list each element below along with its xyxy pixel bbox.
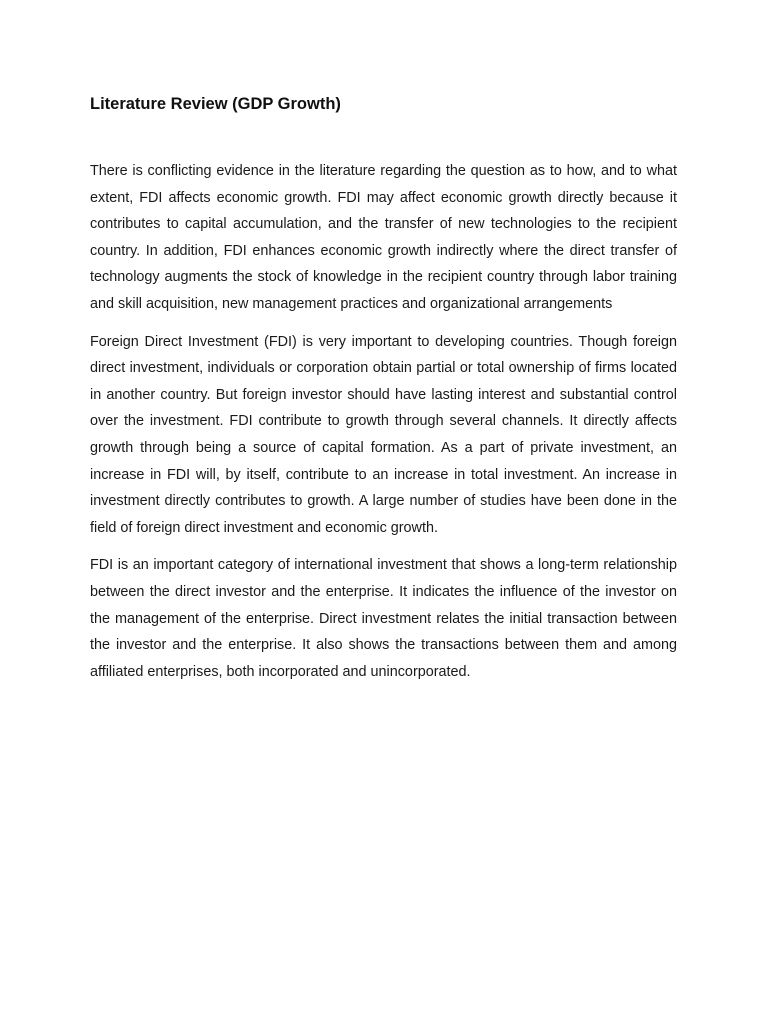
paragraph-3: FDI is an important category of international investment that shows a long-term relationship between the direct investor and the enterprise. It indicates the influence of the investor on the management of the enterprise. Direct investment relates the initial transaction between the investor and the enterprise. It also shows the transactions between them and among affiliated enterprises, both incorporated and unincorporated. <box>90 557 677 680</box>
paragraph-2: Foreign Direct Investment (FDI) is very important to developing countries. Though foreign direct investment, individuals or corporation obtain partial or total ownership of firms located in another country. But foreign investor should have lasting interest and substantial control over the investment. FDI contribute to growth through several channels. It directly affects growth through being a source of capital formation. As a part of private investment, an increase in FDI will, by itself, contribute to an increase in total investment. An increase in investment directly contributes to growth. A large number of studies have been done in the field of foreign direct investment and economic growth. <box>90 333 677 536</box>
paragraph-1: There is conflicting evidence in the literature regarding the question as to how, and to what extent, FDI affects economic growth. FDI may affect economic growth directly because it contributes to capital accumulation, and the transfer of new technologies to the recipient country. In addition, FDI enhances economic growth indirectly where the direct transfer of technology augments the stock of knowledge in the recipient country through labor training and skill acquisition, new management practices and organizational arrangements <box>90 163 677 312</box>
document-content <box>90 92 677 696</box>
page-title: Literature Review (GDP Growth) <box>90 95 341 113</box>
document-body <box>90 158 677 685</box>
